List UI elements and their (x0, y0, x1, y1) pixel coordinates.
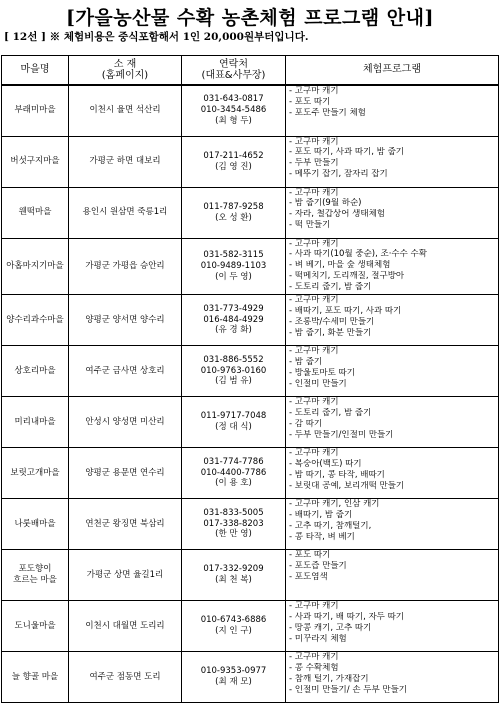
program-list (286, 345, 499, 396)
contact-info: 031-582-3115 010-9489-1103 (이 두 영) (182, 238, 286, 294)
program-item: - 포도 따기, 사과 따기, 밤 줍기 (289, 147, 498, 158)
program-item: - 포도 따기 (289, 97, 498, 108)
program-item: - 보릿대 공예, 보리개떡 만들기 (289, 481, 498, 492)
program-list (286, 294, 499, 345)
program-item: - 밤 줍기, 화분 만들기 (289, 328, 498, 339)
table-row (2, 85, 499, 136)
program-item: - 자라, 철갑상어 생태체험 (289, 209, 498, 220)
program-item: - 고구마 캐기, 인삼 캐기 (289, 499, 498, 510)
table-row (2, 600, 499, 651)
contact-info: 011-9717-7048 (정 대 식) (182, 396, 286, 447)
village-address: 안성시 양성면 미산리 (69, 396, 182, 447)
village-address: 연천군 왕징면 북삼리 (69, 498, 182, 549)
village-address: 용인시 원삼면 죽릉1리 (69, 187, 182, 238)
village-address: 여주군 금사면 상호리 (69, 345, 182, 396)
contact-info: 010-9353-0977 (최 재 모) (182, 651, 286, 702)
contact-info: 031-773-4929 016-484-4929 (유 경 화) (182, 294, 286, 345)
program-list (286, 85, 499, 136)
village-name: 아홉마지기마을 (2, 238, 69, 294)
village-name: 도니울마을 (2, 600, 69, 651)
program-list (286, 396, 499, 447)
program-item: - 콩 수확체험 (289, 663, 498, 674)
program-item: - 밤 줍기(9월 하순) (289, 198, 498, 209)
program-item: - 포도염색 (289, 572, 498, 583)
village-address: 양평군 양서면 양수리 (69, 294, 182, 345)
program-item: - 배따기, 포도 따기, 사과 따기 (289, 306, 498, 317)
table-row (2, 447, 499, 498)
program-item: - 밤 따기, 콩 타작, 배따기 (289, 470, 498, 481)
program-item: - 배따기, 밤 줍기 (289, 510, 498, 521)
header-location-text: 소 재 (홈페이지) (101, 58, 149, 81)
program-item: - 사과 따기(10월 중순), 조·수수 수확 (289, 249, 498, 260)
contact-info: 017-211-4652 (김 영 진) (182, 136, 286, 187)
contact-info: 017-332-9209 (최 천 복) (182, 549, 286, 600)
program-list (286, 447, 499, 498)
program-item: - 고구마 캐기 (289, 601, 498, 612)
program-item: - 인절미 만들기/ 손 두부 만들기 (289, 685, 498, 696)
village-address: 가평군 가평읍 승안리 (69, 238, 182, 294)
page-title: [가을농산물 수확 농촌체험 프로그램 안내] (66, 7, 434, 29)
program-item: - 포도 따기 (289, 550, 498, 561)
contact-info: 031-643-0817 010-3454-5486 (최 형 두) (182, 85, 286, 136)
table-row (2, 498, 499, 549)
program-item: - 고구마 캐기 (289, 652, 498, 663)
contact-info: 011-787-9258 (오 성 환) (182, 187, 286, 238)
program-item: - 고구마 캐기 (289, 346, 498, 357)
village-address: 가평군 상면 율길1리 (69, 549, 182, 600)
table-row (2, 651, 499, 702)
contact-info: 010-6743-6886 (지 인 구) (182, 600, 286, 651)
header-contact-text: 연락처 (대표&사무장) (201, 58, 266, 81)
table-row (2, 238, 499, 294)
village-name: 웬떡마을 (2, 187, 69, 238)
program-item: - 미꾸라지 체험 (289, 634, 498, 645)
program-item: - 고구마 캐기 (289, 448, 498, 459)
village-address: 이천시 대월면 도리리 (69, 600, 182, 651)
program-item: - 두부 만들기/인절미 만들기 (289, 430, 498, 441)
village-name: 늘 향골 마을 (2, 651, 69, 702)
table-row (2, 549, 499, 600)
program-item: - 복숭아(백도) 따기 (289, 459, 498, 470)
program-item: - 조롱박/수세미 만들기 (289, 317, 498, 328)
program-list (286, 238, 499, 294)
village-name: 상호리마을 (2, 345, 69, 396)
program-list (286, 651, 499, 702)
program-item: - 고구마 캐기 (289, 295, 498, 306)
program-item: - 떡 만들기 (289, 220, 498, 231)
table-row (2, 345, 499, 396)
village-address: 이천시 율면 석산리 (69, 85, 182, 136)
program-item: - 사과 따기, 배 따기, 자두 따기 (289, 612, 498, 623)
village-name: 나룻배마을 (2, 498, 69, 549)
program-item: - 고구마 캐기 (289, 86, 498, 97)
page-subtitle: [ 12선 ] ※ 체험비용은 중식포함해서 1인 20,000원부터입니다. (4, 31, 309, 43)
village-address: 여주군 점동면 도리 (69, 651, 182, 702)
program-item: - 도토리 줍기, 밤 줍기 (289, 408, 498, 419)
header-contact (182, 56, 286, 86)
village-name: 보릿고개마을 (2, 447, 69, 498)
village-address: 가평군 하면 대보리 (69, 136, 182, 187)
program-item: - 포도주 만들기 체험 (289, 108, 498, 119)
contact-info: 031-886-5552 010-9763-0160 (김 범 유) (182, 345, 286, 396)
program-item: - 메뚜기 잡기, 잠자리 잡기 (289, 169, 498, 180)
program-item: - 땅콩 캐기, 고추 따기 (289, 623, 498, 634)
program-list (286, 187, 499, 238)
table-row (2, 187, 499, 238)
program-list (286, 600, 499, 651)
program-item: - 고구마 캐기 (289, 397, 498, 408)
program-item: - 참깨 털기, 가재잡기 (289, 674, 498, 685)
program-list (286, 136, 499, 187)
village-name: 미리내마을 (2, 396, 69, 447)
table-row (2, 294, 499, 345)
program-item: - 밤 줍기 (289, 357, 498, 368)
header-program: 체험프로그램 (286, 56, 499, 86)
program-item: - 고구마 캐기 (289, 239, 498, 250)
program-item: - 방울토마토 따기 (289, 368, 498, 379)
program-item: - 포도즙 만들기 (289, 561, 498, 572)
village-name: 버섯구지마을 (2, 136, 69, 187)
village-name: 양수리과수마을 (2, 294, 69, 345)
village-address: 양평군 용문면 연수리 (69, 447, 182, 498)
program-list (286, 498, 499, 549)
contact-info: 031-833-5005 017-338-8203 (한 만 영) (182, 498, 286, 549)
program-item: - 떡메치기, 도리깨질, 절구방아 (289, 271, 498, 282)
header-location (69, 56, 182, 86)
program-item: - 고추 따기, 참깨털기, (289, 521, 498, 532)
village-name: 부래미마을 (2, 85, 69, 136)
program-item: - 벼 베기, 마을 숲 생태체험 (289, 260, 498, 271)
table-row (2, 136, 499, 187)
header-village: 마을명 (2, 56, 69, 86)
contact-info: 031-774-7786 010-4400-7786 (이 용 호) (182, 447, 286, 498)
village-name: 포도향이 흐르는 마을 (2, 549, 69, 600)
table-header-row (2, 56, 499, 86)
program-item: - 콩 타작, 벼 베기 (289, 532, 498, 543)
program-item: - 감 따기 (289, 419, 498, 430)
table-body (2, 85, 499, 703)
table-row (2, 396, 499, 447)
program-table (1, 55, 499, 703)
program-list (286, 549, 499, 600)
program-item: - 인절미 만들기 (289, 379, 498, 390)
program-item: - 두부 만들기 (289, 158, 498, 169)
program-item: - 도토리 줍기, 밤 줍기 (289, 282, 498, 293)
program-item: - 고구마 캐기 (289, 188, 498, 199)
program-item: - 고구마 캐기 (289, 137, 498, 148)
